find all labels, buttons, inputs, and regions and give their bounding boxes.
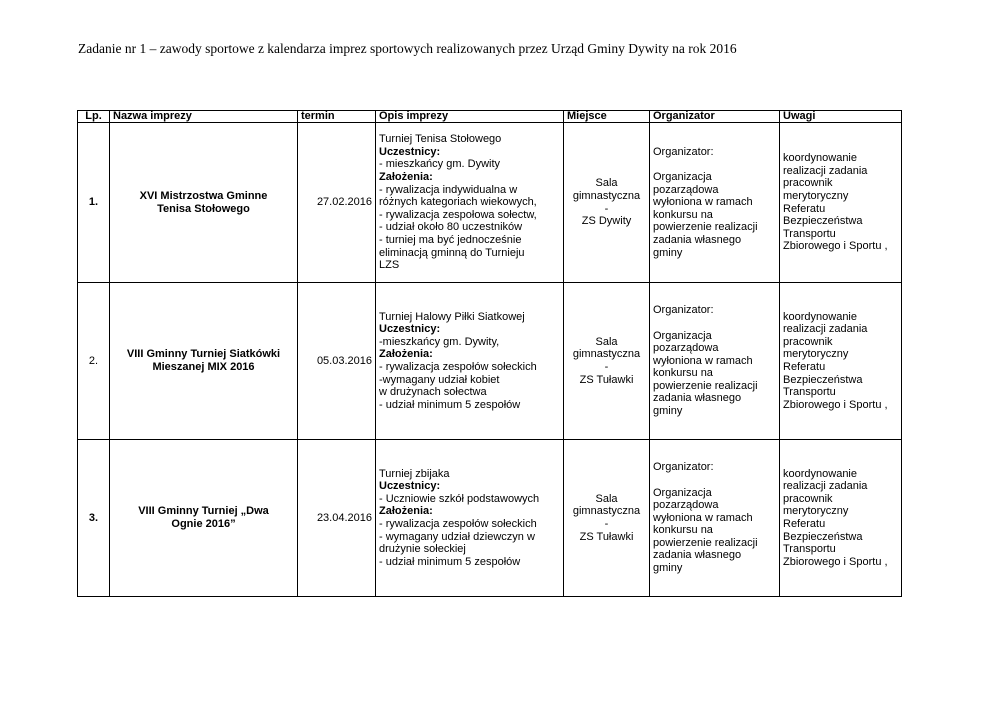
assumptions-line: - rywalizacja zespołów sołeckich	[379, 361, 537, 373]
description-title: Turniej Tenisa Stołowego	[379, 133, 502, 146]
assumptions-line: - rywalizacja zespołowa sołectw,	[379, 208, 537, 221]
assumptions-line: różnych kategoriach wiekowych,	[379, 196, 537, 209]
cell-event-name	[110, 440, 298, 597]
cell-organizer	[650, 440, 780, 597]
notes-line: Referatu	[783, 361, 826, 373]
cell-lp: 2.	[78, 283, 110, 440]
participants-label: Uczestnicy:	[379, 145, 441, 158]
description-title: Turniej zbijaka	[379, 467, 450, 480]
assumptions-line: - udział minimum 5 zespołów	[379, 555, 521, 568]
place-line: gimnastyczna	[572, 348, 641, 361]
participants-line: -mieszkańcy gm. Dywity,	[379, 335, 500, 348]
event-name-line: VIII Gminny Turniej „Dwa	[138, 505, 269, 518]
organizer-line: zadania własnego	[653, 392, 742, 405]
notes-line: realizacji zadania	[783, 323, 868, 336]
cell-place	[564, 123, 650, 283]
place-line: -	[604, 202, 609, 215]
notes-line: merytoryczny	[783, 348, 849, 361]
participants-line: - Uczniowie szkół podstawowych	[379, 492, 540, 505]
event-name-line: XVI Mistrzostwa Gminne	[139, 189, 268, 202]
header-date: termin	[298, 111, 376, 123]
header-desc: Opis imprezy	[376, 111, 564, 123]
cell-lp: 3.	[78, 440, 110, 597]
assumptions-line: w drużynach sołectwa	[379, 386, 487, 399]
organizer-line: Organizacja	[653, 171, 712, 184]
cell-notes	[780, 283, 902, 440]
assumptions-line: - turniej ma być jednocześnie	[379, 233, 522, 246]
place-line: ZS Dywity	[581, 215, 632, 228]
cell-lp: 1.	[78, 123, 110, 283]
organizer-line: gminy	[653, 562, 683, 575]
notes-line: Bezpieczeństwa	[783, 530, 863, 543]
description-title: Turniej Halowy Piłki Siatkowej	[379, 310, 525, 323]
place-line: ZS Tuławki	[579, 530, 634, 543]
header-name: Nazwa imprezy	[110, 111, 298, 123]
place-line: gimnastyczna	[572, 189, 641, 202]
notes-line: Zbiorowego i Sportu ,	[783, 555, 888, 568]
notes-line: pracownik	[783, 492, 833, 505]
organizer-spacer	[653, 474, 776, 487]
cell-event-name	[110, 283, 298, 440]
cell-date: 27.02.2016	[298, 123, 376, 283]
place-line: gimnastyczna	[572, 505, 641, 518]
notes-line: Zbiorowego i Sportu ,	[783, 398, 888, 411]
notes-line: Bezpieczeństwa	[783, 215, 863, 228]
organizer-line: pozarządowa	[653, 183, 719, 196]
assumptions-label: Założenia:	[379, 171, 433, 184]
notes-line: Transportu	[783, 227, 836, 240]
assumptions-line: - rywalizacja indywidualna w	[379, 183, 518, 196]
organizer-line: wyłoniona w ramach	[653, 511, 753, 524]
place-line: ZS Tuławki	[579, 373, 634, 386]
assumptions-line: - udział około 80 uczestników	[379, 221, 523, 234]
notes-line: pracownik	[783, 335, 833, 348]
organizer-line: pozarządowa	[653, 342, 719, 355]
cell-event-name	[110, 123, 298, 283]
cell-organizer	[650, 123, 780, 283]
organizer-line: zadania własnego	[653, 233, 742, 246]
place-line: -	[604, 361, 609, 373]
organizer-line: Organizacja	[653, 329, 712, 342]
assumptions-label: Założenia:	[379, 348, 433, 361]
organizer-line: konkursu na	[653, 524, 713, 537]
participants-line: - mieszkańcy gm. Dywity	[379, 158, 501, 171]
organizer-line: wyłoniona w ramach	[653, 196, 753, 209]
notes-line: realizacji zadania	[783, 164, 868, 177]
cell-place	[564, 440, 650, 597]
organizer-line: powierzenie realizacji	[653, 536, 758, 549]
page-title: Zadanie nr 1 – zawody sportowe z kalendarza imprez sportowych realizowanych przez Urząd Gminy Dywity na rok 2016	[78, 41, 737, 56]
assumptions-line: LZS	[379, 259, 400, 272]
organizer-line: gminy	[653, 405, 683, 418]
cell-place	[564, 283, 650, 440]
assumptions-line: - udział minimum 5 zespołów	[379, 398, 521, 411]
organizer-label: Organizator:	[653, 461, 714, 474]
table-row	[78, 283, 902, 440]
organizer-line: powierzenie realizacji	[653, 221, 758, 234]
notes-line: Transportu	[783, 543, 836, 556]
place-line: -	[604, 518, 609, 530]
table-row	[78, 440, 902, 597]
cell-description	[376, 440, 564, 597]
notes-line: merytoryczny	[783, 505, 849, 518]
organizer-line: konkursu na	[653, 208, 713, 221]
assumptions-line: drużynie sołeckiej	[379, 543, 466, 556]
assumptions-line: - rywalizacja zespołów sołeckich	[379, 518, 537, 530]
event-name-line: Mieszanej MIX 2016	[152, 361, 255, 373]
header-place: Miejsce	[564, 111, 650, 123]
organizer-line: pozarządowa	[653, 499, 719, 512]
organizer-label: Organizator:	[653, 304, 714, 317]
header-lp: Lp.	[78, 111, 110, 123]
events-table	[77, 110, 902, 597]
assumptions-line: eliminacją gminną do Turnieju	[379, 246, 525, 259]
cell-description	[376, 123, 564, 283]
notes-line: Transportu	[783, 386, 836, 399]
organizer-line: gminy	[653, 246, 683, 259]
organizer-spacer	[653, 158, 776, 171]
organizer-label: Organizator:	[653, 145, 714, 158]
place-line: Sala	[595, 177, 618, 190]
event-name-line: VIII Gminny Turniej Siatkówki	[126, 348, 281, 361]
organizer-line: Organizacja	[653, 486, 712, 499]
organizer-line: zadania własnego	[653, 549, 742, 562]
header-organizer: Organizator	[650, 111, 780, 123]
header-notes: Uwagi	[780, 111, 902, 123]
cell-description	[376, 283, 564, 440]
participants-label: Uczestnicy:	[379, 323, 441, 336]
notes-line: koordynowanie	[783, 152, 857, 165]
notes-line: Referatu	[783, 202, 826, 215]
cell-organizer	[650, 283, 780, 440]
place-line: Sala	[595, 492, 618, 505]
organizer-line: wyłoniona w ramach	[653, 354, 753, 367]
notes-line: Referatu	[783, 518, 826, 530]
notes-line: Bezpieczeństwa	[783, 373, 863, 386]
assumptions-label: Założenia:	[379, 505, 433, 518]
assumptions-line: -wymagany udział kobiet	[379, 373, 500, 386]
notes-line: pracownik	[783, 177, 833, 190]
notes-line: realizacji zadania	[783, 480, 868, 493]
notes-line: koordynowanie	[783, 467, 857, 480]
notes-line: Zbiorowego i Sportu ,	[783, 240, 888, 253]
organizer-line: konkursu na	[653, 367, 713, 380]
organizer-spacer	[653, 317, 776, 330]
event-name-line: Tenisa Stołowego	[157, 202, 250, 215]
table-row	[78, 123, 902, 283]
notes-line: merytoryczny	[783, 189, 849, 202]
event-name-line: Ognie 2016”	[171, 518, 236, 530]
participants-label: Uczestnicy:	[379, 480, 441, 493]
table-header-row	[78, 111, 902, 123]
cell-date: 23.04.2016	[298, 440, 376, 597]
assumptions-line: - wymagany udział dziewczyn w	[379, 530, 535, 543]
cell-notes	[780, 440, 902, 597]
organizer-line: powierzenie realizacji	[653, 379, 758, 392]
place-line: Sala	[595, 335, 618, 348]
notes-line: koordynowanie	[783, 310, 857, 323]
cell-notes	[780, 123, 902, 283]
cell-date: 05.03.2016	[298, 283, 376, 440]
